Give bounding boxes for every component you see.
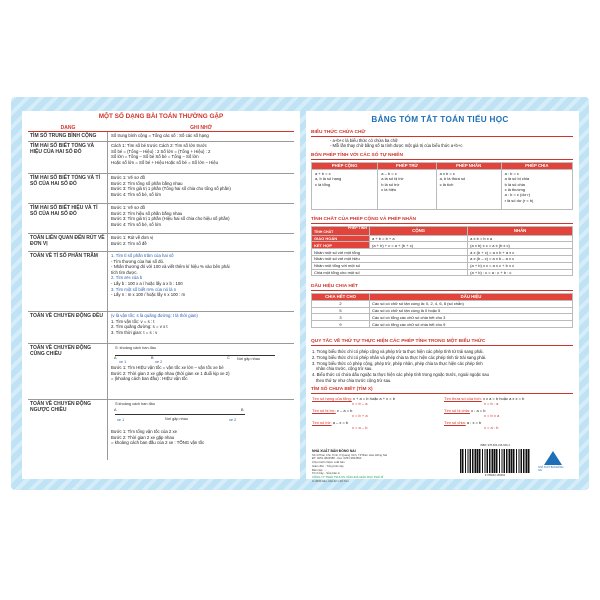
- div-n: 2: [312, 300, 370, 307]
- row-line: Bước 1: Vẽ sơ đồ: [111, 205, 146, 210]
- unknown-result: x = a – b: [352, 425, 368, 431]
- diagram-line: [115, 414, 245, 415]
- prop-mul: a x (b + c) = a x b + a x c: [468, 249, 573, 256]
- expression-notes: [330, 138, 570, 149]
- row-line: Bước 2: Tìm số đề: [111, 240, 147, 246]
- unknown-formula: x – a = b: [336, 408, 353, 413]
- row-line: Hoặc số lớn = Số bé + Hiệu Hoặc số bé = Số lớn – Hiệu: [111, 159, 219, 165]
- row-line: Bước 3: Tìm giá trị 1 phần (Hiệu hai số chia cho hiệu số phần): [111, 216, 230, 222]
- op-line: a : b = c (dư r): [504, 192, 531, 198]
- publisher-line: In 2000 bản, khổ 42 x 29.7cm: [312, 478, 349, 483]
- unknown-head: Tìm số trừ:: [312, 420, 332, 425]
- diagram-label: S: khoảng cách ban đầu: [115, 346, 156, 350]
- row-nguoc-chieu: [28, 400, 294, 460]
- car1-label: xe 1: [119, 360, 127, 364]
- prop-mul: (a + b) : c = a : c + b : c: [468, 269, 573, 276]
- op-line: a – b = c: [381, 170, 397, 176]
- isbn-label: ISBN: 978-604-316-546-4: [480, 444, 510, 447]
- row-line: Bước 2: Thời gian 2 xe gặp nhau (thời gian xe 1 đuổi kịp xe 2): [111, 370, 230, 376]
- row-line: Bước 1: Tìm tổng vận tốc của 2 xe: [111, 429, 178, 434]
- row-line: Bước 4: Tìm số bé, số lớn: [111, 191, 161, 197]
- unknown-formula: a – x = b: [332, 420, 349, 425]
- meet-point-label: Nơi gặp nhau: [165, 417, 188, 421]
- div-rule: Các số có chữ số tận cùng là: 0, 2, 4, 6, 8 (số chẵn): [370, 300, 573, 307]
- diagram-line: [115, 355, 275, 356]
- section-quy-tac: QUY TẮC VỀ THỨ TỰ THỰC HIỆN CÁC PHÉP TÍNH TRONG MỘT BIỂU THỨC: [311, 339, 486, 344]
- op-line: c là hiệu: [381, 187, 397, 193]
- row-ti-so-phan-tram: [28, 252, 294, 312]
- properties-table: [311, 226, 573, 276]
- op-line: a + b = c: [315, 170, 331, 176]
- div-rule: Các số có tổng các chữ số chia hết cho 9: [370, 321, 573, 328]
- section-divider: [311, 136, 573, 137]
- same-direction-diagram: [111, 346, 291, 364]
- row-name: TÌM SỐ TRUNG BÌNH CỘNG: [28, 132, 108, 141]
- rule-line: nhân chia trước, cộng trừ sau.: [316, 366, 373, 372]
- row-name: TÌM HAI SỐ BIẾT TỔNG VÀ HIỆU CỦA HAI SỐ ĐÓ: [28, 142, 108, 173]
- section-bon-phep-tinh: BỐN PHÉP TÍNH VỚI CÁC SỐ TỰ NHIÊN: [311, 153, 403, 158]
- triangle-logo-icon: [544, 451, 562, 465]
- prop-mul: a x (b – c) = a x b – a x c: [468, 255, 573, 262]
- unknown-result: x = b + a: [352, 413, 368, 419]
- op-head: PHÉP CỘNG: [312, 163, 378, 170]
- publisher-line: Trình bày - Sửa bản in: [312, 471, 340, 476]
- rule-line: theo thứ tự như chia trước cộng trừ sau.: [316, 377, 392, 383]
- order-rules: [312, 349, 574, 384]
- prop-mul: a x b = b x a: [468, 235, 573, 242]
- row-line: Số bé = (Tổng – Hiệu) : 2 Số lớn = (Tổng + Hiệu) : 2: [111, 148, 211, 154]
- row-line: - Lấy n : m x 100 / hoặc lấy n x 100 : m: [111, 292, 186, 298]
- col-ghi-nho: GHI NHỚ: [190, 125, 212, 131]
- publisher-line: Chịu trách nhiệm xuất bản: [312, 460, 345, 465]
- section-divider: [311, 223, 573, 224]
- row-chuyen-dong-deu: [28, 312, 294, 344]
- row-line: Số lớn = Tổng – Số bé Số bé = Tổng – Số lớn: [111, 154, 199, 160]
- op-line: r là số dư (r < b): [504, 197, 534, 203]
- rule-line: 3. Trong biểu thức có phép cộng, phép trừ, phép nhân, phép chia ta thực hiện các phép tính: [312, 360, 483, 366]
- row-line: = khoảng cách ban đầu của 2 xe : TỔNG vận tốc: [111, 440, 205, 446]
- row-name: TOÁN VỀ CHUYỂN ĐỘNG ĐỀU: [28, 312, 108, 343]
- op-line: a : b = c: [504, 170, 519, 176]
- op-line: c là thương: [504, 187, 526, 193]
- div-n: 3: [312, 314, 370, 321]
- left-title: MỘT SỐ DẠNG BÀI TOÁN THƯỜNG GẶP: [98, 113, 224, 120]
- div-rule: Các số có tổng các chữ số chia hết cho 3: [370, 314, 573, 321]
- publisher-line: Giám đốc - Tổng biên tập: [312, 463, 344, 468]
- publisher-line: CÔNG TY TNHH TM & DV VĂN HOÁ GIÁO DỤC PHÚ SĨ: [312, 474, 384, 479]
- unknown-cell: [444, 420, 572, 444]
- row-tong-ti: [28, 174, 294, 204]
- point-a: A: [114, 408, 117, 412]
- row-line: 2. Tìm quãng đường: s = v x t: [111, 324, 168, 330]
- unknown-formula: x x a = b hoặc a x x = b: [482, 396, 525, 401]
- unknown-result: x = b – a: [352, 401, 368, 407]
- car2-label: xe 2: [155, 360, 163, 364]
- row-name: TOÁN VỀ CHUYỂN ĐỘNG NGƯỢC CHIỀU: [28, 400, 108, 460]
- row-line: Số trung bình cộng = Tổng các số : Số các số hạng: [111, 133, 209, 138]
- point-c: C: [227, 356, 230, 360]
- point-b: B: [151, 356, 154, 360]
- op-head: PHÉP TRỪ: [378, 163, 436, 170]
- divisibility-table: [311, 293, 573, 328]
- publisher-line: Biên tập: ...: [312, 467, 327, 472]
- row-name: TOÁN VỀ CHUYỂN ĐỘNG CÙNG CHIỀU: [28, 344, 108, 399]
- prop-name: GIAO HOÁN: [312, 235, 370, 242]
- unknown-cell: [312, 420, 440, 444]
- row-rut-ve-don-vi: [28, 234, 294, 252]
- row-name: TOÁN VỀ TỈ SỐ PHẦN TRĂM: [28, 252, 108, 311]
- section-divider: [311, 345, 573, 346]
- row-line: 1. Tìm tỉ số phần trăm của hai số: [111, 253, 174, 258]
- row-line: - Tìm thương của hai số đó.: [111, 258, 165, 264]
- row-line: (v là vận tốc; s là quãng đường; t là thời gian): [111, 313, 198, 318]
- unknown-formula: x : a = b: [471, 408, 486, 413]
- publisher-logo: [538, 447, 568, 475]
- unknown-formula: x + a = b hoặc a + x = b: [352, 396, 395, 401]
- op-head: PHÉP CHIA: [501, 163, 572, 170]
- unknown-head: Tìm thừa số của tích:: [444, 396, 482, 401]
- left-table-header: [28, 124, 294, 132]
- unknown-head: Tìm số hạng của tổng:: [312, 396, 352, 401]
- unknown-result: x = b x a: [484, 413, 500, 419]
- point-b: B: [241, 408, 244, 412]
- op-line: a, b là số hạng: [315, 176, 342, 182]
- publisher-line: Số 4 Phan Chu Trinh, P.Quang Vinh, TP Biên Hoà, Đồng Nai: [312, 452, 388, 457]
- note-line: - Mỗi lần thay chữ bằng số ta tính được một giá trị của biểu thức a+b+c: [330, 143, 463, 149]
- row-line: Bước 1: Tìm HIỆU vận tốc = vận tốc xe lớn – vận tốc xe bé: [111, 365, 224, 370]
- op-multiplication: [436, 169, 501, 209]
- op-line: a, b là thừa số: [439, 176, 466, 182]
- row-name: TÌM HAI SỐ BIẾT TỔNG VÀ TỈ SỐ CỦA HAI SỐ ĐÓ: [28, 174, 108, 203]
- op-line: a x b = c: [439, 170, 455, 176]
- prop-head-corner: [312, 227, 370, 236]
- rule-line: 2. Trong biểu thức chỉ có phép nhân và phép chia ta thực hiện các phép tính từ trái sang phải.: [312, 354, 487, 360]
- op-line: c là tổng: [315, 181, 331, 187]
- row-line: - Lấy b : 100 x a / hoặc lấy a x b : 100: [111, 280, 183, 286]
- row-cung-chieu: [28, 344, 294, 400]
- section-dau-hieu: DẤU HIỆU CHIA HẾT: [311, 284, 358, 289]
- row-trung-binh-cong: [28, 132, 294, 142]
- meet-point-label: Nơi gặp nhau: [237, 357, 260, 361]
- unknown-result: x = a : b: [484, 425, 499, 431]
- op-subtraction: [378, 169, 436, 209]
- point-a: A: [114, 356, 117, 360]
- opposite-direction-diagram: [111, 402, 291, 428]
- row-line: Bước 2: Tìm hiệu số phần bằng nhau: [111, 210, 183, 216]
- prop-head-mul: NHÂN: [468, 227, 573, 236]
- prop-name: Nhân một tổng với một số: [312, 262, 468, 269]
- div-n: 5: [312, 307, 370, 314]
- car2-label: xe 2: [229, 418, 237, 422]
- op-line: c là tích: [439, 181, 454, 187]
- prop-head-add: CỘNG: [370, 227, 468, 236]
- prop-name: KẾT HỢP: [312, 242, 370, 249]
- row-line: 3. Tìm thời gian: t = s : v: [111, 329, 158, 335]
- car1-label: xe 1: [117, 418, 125, 422]
- row-hieu-ti: [28, 204, 294, 234]
- rule-line: 4. Biểu thức có chứa dấu ngoặc ta thực hiện các phép tính trong ngoặc trước, ngoài ngoặc sau: [312, 372, 489, 378]
- prop-head-b: TÍNH CHẤT: [314, 229, 334, 234]
- row-line: - Nhân thương đó với 100 và viết thêm kí hiệu % vào bên phải: [111, 264, 230, 270]
- logo-text: NHÀ XUẤT BẢN ĐỒNG NAI: [538, 465, 564, 472]
- rule-line: 1. Trong biểu thức chỉ có phép cộng và phép trừ ta thực hiện các phép tính từ trái sang phải.: [312, 349, 484, 354]
- prop-mul: (a + b) x c = a x c + b x c: [468, 262, 573, 269]
- prop-add: a + b = b + a: [370, 235, 468, 242]
- div-rule: Các số có chữ số tận cùng là 0 hoặc 5: [370, 307, 573, 314]
- row-line: Bước 2: Tìm tổng số phần bằng nhau: [111, 180, 183, 186]
- col-dang: DẠNG: [60, 125, 76, 131]
- row-line: Bước 4: Tìm số bé, số lớn: [111, 221, 161, 227]
- op-line: a là số bị chia: [504, 176, 530, 182]
- barcode-icon: [460, 449, 530, 473]
- row-line: Bước 3: Tìm giá trị 1 phần (Tổng hai số chia cho tổng số phần): [111, 186, 231, 192]
- diagram-label: S:khoảng cách ban đầu: [115, 402, 155, 406]
- row-line: tích tìm được.: [111, 269, 138, 275]
- unknown-head: Tìm số bị chia:: [444, 408, 471, 413]
- section-bieu-thuc: BIỂU THỨC CHỨA CHỮ: [311, 130, 366, 135]
- prop-name: Nhân một số với một tổng: [312, 249, 468, 256]
- row-tong-hieu: [28, 142, 294, 174]
- div-n: 9: [312, 321, 370, 328]
- section-tinh-chat: TÍNH CHẤT CỦA PHÉP CỘNG VÀ PHÉP NHÂN: [311, 217, 416, 222]
- prop-head-a: PHÉP TÍNH: [347, 226, 367, 230]
- row-line: Bước 1: Rút về đơn vị: [111, 235, 154, 240]
- op-head: PHÉP NHÂN: [436, 163, 501, 170]
- barcode-number: 9 786043 165464: [484, 474, 506, 477]
- row-name: TOÁN LIÊN QUAN ĐẾN RÚT VỀ ĐƠN VỊ: [28, 234, 108, 251]
- div-head-b: DẤU HIỆU: [370, 294, 573, 301]
- op-line: a là số bị trừ: [381, 176, 404, 182]
- section-divider: [311, 159, 573, 160]
- prop-name: Nhân một số với một hiệu: [312, 255, 468, 262]
- row-name: TÌM HAI SỐ BIẾT HIỆU VÀ TỈ SỐ CỦA HAI SỐ ĐÓ: [28, 204, 108, 233]
- right-title: BẢNG TÓM TẮT TOÁN TIỂU HỌC: [371, 115, 509, 124]
- section-tim-x: TÌM SỐ CHƯA BIẾT (TÌM X): [311, 387, 373, 392]
- prop-mul: (a x b) x c = a x (b x c): [468, 242, 573, 249]
- unknown-result: x = b : a: [484, 401, 499, 407]
- row-line: Bước 1: Vẽ sơ đồ: [111, 175, 146, 180]
- op-addition: [312, 169, 378, 209]
- four-operations-table: [311, 162, 573, 210]
- publisher-line: ĐT: 0251.3822586 - Fax: 0251.3824564: [312, 456, 362, 461]
- prop-name: Chia một tổng cho một số: [312, 269, 468, 276]
- op-line: b là số chia: [504, 181, 525, 187]
- row-line: Cách 1: Tìm số bé trước Cách 2: Tìm số lớn trước: [111, 143, 207, 148]
- publisher-name: NHÀ XUẤT BẢN ĐỒNG NAI: [312, 449, 356, 453]
- prop-add: (a + b) + c = a + (b + c): [370, 242, 468, 249]
- unknown-head: Tìm số bị trừ:: [312, 408, 336, 413]
- row-line: = (khoảng cách ban đầu) : HIỆU vận tốc: [111, 376, 188, 382]
- op-division: [501, 169, 572, 209]
- op-line: b là số trừ: [381, 181, 400, 187]
- div-head-a: CHIA HẾT CHO: [312, 294, 370, 301]
- unknown-formula: a : x = b: [466, 420, 482, 425]
- row-line: Bước 2: Thời gian 2 xe gặp nhau: [111, 434, 175, 440]
- section-divider: [311, 290, 573, 291]
- publisher-info: [312, 450, 442, 483]
- row-line: 2. Tìm a% của b: [111, 275, 143, 281]
- row-line: 1. Tìm vận tốc: v = s : t: [111, 318, 155, 324]
- row-line: 3. Tìm một số biết m% của nó là n: [111, 286, 177, 292]
- note-line: - a+b+c là biểu thức có chứa ba chữ: [330, 138, 398, 143]
- section-divider: [311, 393, 573, 394]
- unknown-head: Tìm số chia:: [444, 420, 466, 425]
